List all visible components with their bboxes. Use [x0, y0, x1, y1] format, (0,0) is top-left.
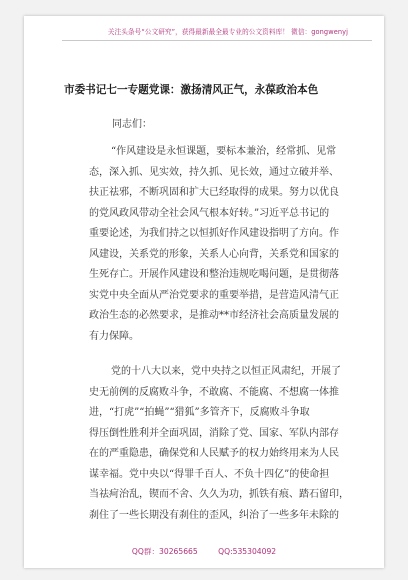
- text-line: 进，“打虎”“拍蝇”“猎狐”多管齐下，反腐败斗争取: [89, 407, 310, 418]
- text-line: 得压倒性胜利并全面巩固，消除了党、国家、军队内部存: [89, 427, 339, 439]
- salutation: 同志们：: [112, 119, 152, 130]
- document-page: [24, 16, 384, 568]
- text-line: “作风建设是永恒课题，要标本兼治，经常抓、见常: [111, 146, 337, 157]
- text-line: 谋幸福。党中央以“得罪千百人、不负十四亿”的使命担: [89, 468, 330, 480]
- paragraph-2: [89, 362, 375, 526]
- text-line: 政治生态的必然要求，是推动**市经济社会高质量发展的: [89, 310, 339, 321]
- text-line: 史无前例的反腐败斗争，不敢腐、不能腐、不想腐一体推: [89, 386, 339, 398]
- text-line: 当祛疴治乱，锲而不舍、久久为功，抓铁有痕、踏石留印，: [89, 489, 349, 500]
- text-line: 有力保障。: [89, 330, 139, 342]
- paragraph-1: [89, 142, 375, 347]
- text-line: 态，深入抓、见实效，持久抓、见长效，通过立破并举、: [89, 166, 339, 178]
- text-line: 实党中央全面从严治党要求的重要举措，是营造风清气正: [89, 289, 339, 301]
- text-line: 刹住了一些长期没有刹住的歪风，纠治了一些多年未除的: [89, 509, 339, 521]
- footer-contact: [24, 546, 384, 557]
- footer-qq: QQ:535304092: [218, 547, 277, 556]
- header-divider: [62, 40, 372, 41]
- text-line: 风建设，关系党的形象，关系人心向背，关系党和国家的: [89, 248, 339, 260]
- text-line: 重要论述，为我们持之以恒抓好作风建设指明了方向。作: [89, 228, 339, 239]
- header-banner: 关注头条号“公文研究”，获得最新最全最专业的公文资料库！ 微信：gongwenyj: [107, 28, 349, 36]
- text-line: 的党风政风带动全社会风气根本好转。”习近平总书记的: [89, 207, 330, 219]
- document-title: 市委书记七一专题党课：激扬清风正气，永葆政治本色: [64, 84, 319, 96]
- text-line: 在的严重隐患，确保党和人民赋予的权力始终用来为人民: [89, 448, 339, 459]
- footer-qq-group: QQ群：30265665: [131, 547, 198, 556]
- text-line: 生死存亡。开展作风建设和整治违规吃喝问题，是贯彻落: [89, 269, 339, 280]
- text-line: 扶正祛邪，不断巩固和扩大已经取得的成果。努力以优良: [89, 187, 339, 198]
- text-line: 党的十八大以来，党中央持之以恒正风肃纪，开展了: [111, 366, 341, 377]
